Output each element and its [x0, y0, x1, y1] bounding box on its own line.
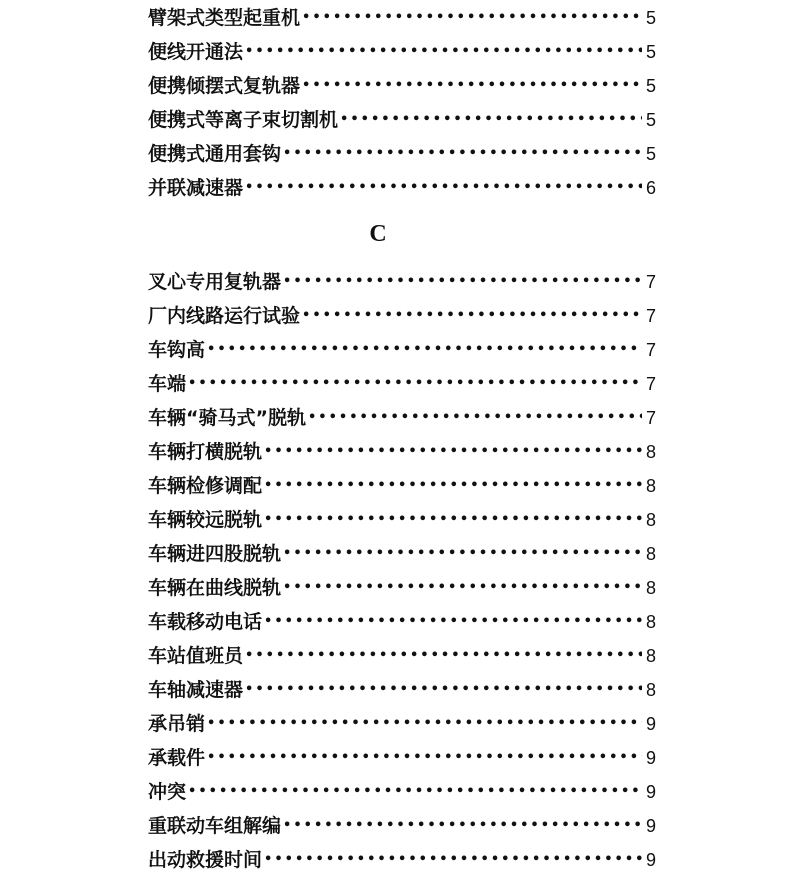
section-letter-heading: C	[369, 220, 387, 247]
entry-page-number: 5	[645, 144, 656, 164]
dot-leader	[207, 713, 642, 735]
section-c-entries	[148, 264, 656, 876]
dot-leader	[283, 577, 642, 599]
index-entry	[148, 434, 656, 468]
index-entry	[148, 502, 656, 536]
dot-leader	[264, 611, 642, 633]
entry-page-number: 9	[645, 714, 656, 734]
entry-page-number: 7	[645, 408, 656, 428]
index-entry	[148, 536, 656, 570]
entry-page-number: 9	[645, 816, 656, 836]
entry-term: 车轴减速器	[148, 679, 244, 701]
entry-page-number: 8	[645, 578, 656, 598]
entry-term: 出动救援时间	[148, 849, 263, 871]
index-entry	[148, 638, 656, 672]
index-entry	[148, 332, 656, 366]
dot-leader	[264, 441, 642, 463]
dot-leader	[207, 339, 642, 361]
entry-term: 车载移动电话	[148, 611, 263, 633]
entry-page-number: 7	[645, 374, 656, 394]
index-entry	[148, 298, 656, 332]
index-entry	[148, 774, 656, 808]
index-entry	[148, 0, 656, 34]
dot-leader	[340, 109, 642, 131]
entry-page-number: 5	[645, 8, 656, 28]
entry-page-number: 8	[645, 442, 656, 462]
entry-term: 叉心专用复轨器	[148, 271, 282, 293]
entry-term: 车端	[148, 373, 187, 395]
entry-term: 冲突	[148, 781, 187, 803]
dot-leader	[264, 849, 642, 871]
dot-leader	[283, 271, 642, 293]
dot-leader	[207, 747, 642, 769]
dot-leader	[308, 407, 642, 429]
index-page	[148, 0, 656, 876]
entry-page-number: 5	[645, 110, 656, 130]
entry-term: 臂架式类型起重机	[148, 7, 301, 29]
entry-term: 车辆较远脱轨	[148, 509, 263, 531]
dot-leader	[302, 305, 642, 327]
dot-leader	[302, 75, 642, 97]
index-entry	[148, 570, 656, 604]
entry-page-number: 5	[645, 76, 656, 96]
entry-term: 便线开通法	[148, 41, 244, 63]
index-entry	[148, 672, 656, 706]
entry-term: 车辆检修调配	[148, 475, 263, 497]
index-entry	[148, 740, 656, 774]
entry-page-number: 8	[645, 680, 656, 700]
entry-term: 车钩高	[148, 339, 206, 361]
dot-leader	[245, 679, 642, 701]
index-entry	[148, 102, 656, 136]
dot-leader	[283, 815, 642, 837]
section-b-entries	[148, 0, 656, 204]
entry-term: 承载件	[148, 747, 206, 769]
entry-term: 车辆进四股脱轨	[148, 543, 282, 565]
entry-term: 车辆打横脱轨	[148, 441, 263, 463]
dot-leader	[302, 7, 642, 29]
entry-page-number: 7	[645, 306, 656, 326]
entry-page-number: 7	[645, 272, 656, 292]
entry-page-number: 8	[645, 476, 656, 496]
entry-term: 车辆“骑马式”脱轨	[148, 407, 306, 429]
entry-page-number: 9	[645, 748, 656, 768]
entry-page-number: 8	[645, 510, 656, 530]
entry-term: 厂内线路运行试验	[148, 305, 301, 327]
entry-page-number: 9	[645, 850, 656, 870]
entry-term: 便携式通用套钩	[148, 143, 282, 165]
entry-term: 车辆在曲线脱轨	[148, 577, 282, 599]
index-entry	[148, 170, 656, 204]
dot-leader	[264, 475, 642, 497]
index-entry	[148, 706, 656, 740]
entry-term: 便携倾摆式复轨器	[148, 75, 301, 97]
dot-leader	[245, 645, 642, 667]
dot-leader	[188, 781, 642, 803]
index-entry	[148, 34, 656, 68]
index-entry	[148, 366, 656, 400]
entry-page-number: 8	[645, 544, 656, 564]
entry-term: 便携式等离子束切割机	[148, 109, 339, 131]
dot-leader	[245, 41, 642, 63]
index-entry	[148, 68, 656, 102]
index-entry	[148, 468, 656, 502]
entry-term: 重联动车组解编	[148, 815, 282, 837]
entry-page-number: 5	[645, 42, 656, 62]
dot-leader	[283, 143, 642, 165]
entry-term: 承吊销	[148, 713, 206, 735]
index-entry	[148, 808, 656, 842]
entry-page-number: 6	[645, 178, 656, 198]
entry-page-number: 8	[645, 646, 656, 666]
dot-leader	[283, 543, 642, 565]
entry-page-number: 8	[645, 612, 656, 632]
dot-leader	[264, 509, 642, 531]
index-entry	[148, 604, 656, 638]
index-entry	[148, 136, 656, 170]
index-entry	[148, 842, 656, 876]
index-entry	[148, 400, 656, 434]
entry-term: 车站值班员	[148, 645, 244, 667]
entry-term: 并联减速器	[148, 177, 244, 199]
dot-leader	[245, 177, 642, 199]
entry-page-number: 9	[645, 782, 656, 802]
entry-page-number: 7	[645, 340, 656, 360]
dot-leader	[188, 373, 642, 395]
index-entry	[148, 264, 656, 298]
